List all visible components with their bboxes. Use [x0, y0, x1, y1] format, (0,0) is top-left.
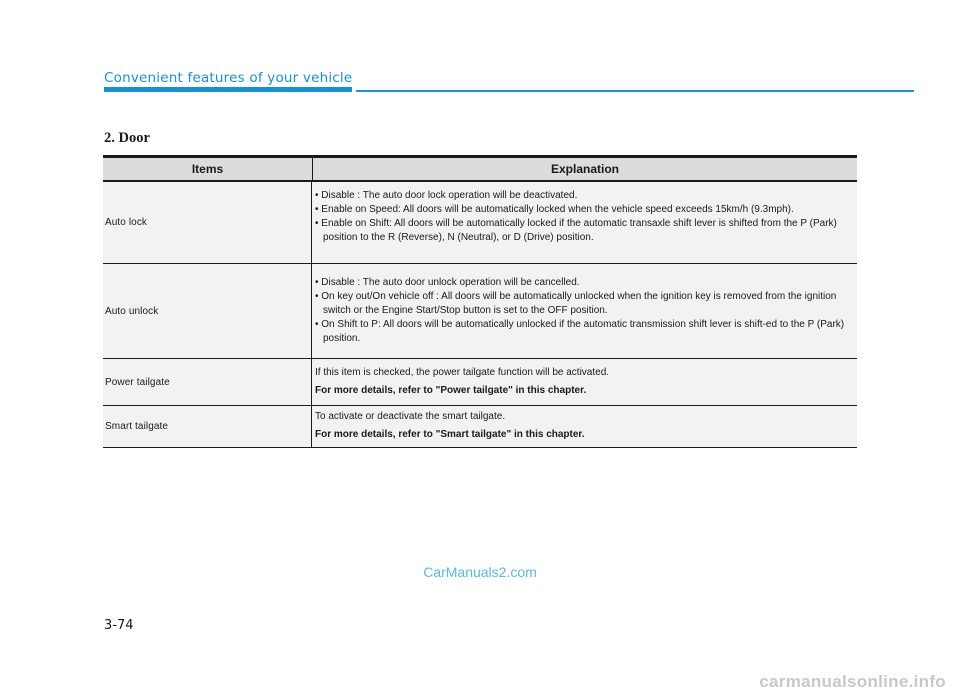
table-row [103, 264, 857, 359]
table-row [103, 359, 857, 406]
explanation-bullet: • On key out/On vehicle off : All doors will be automatically unlocked when the ignition key is removed from the ignition switch or the Engine Start/Stop button is set to the OFF position. [315, 291, 837, 316]
explanation-cell [312, 406, 857, 447]
table-row [103, 182, 857, 264]
item-label: Auto lock [103, 182, 312, 263]
table-row [103, 406, 857, 448]
settings-table [103, 155, 857, 448]
explanation-bullet: • Enable on Shift: All doors will be automatically locked if the automatic transaxle shift lever is shifted from the P (Park) position to the R (Reverse), N (Neutral), or D (Drive) position. [315, 218, 837, 243]
watermark-carmanualsonline: carmanualsonline.info [759, 672, 946, 691]
header-rule [356, 90, 914, 92]
chapter-header-title: Convenient features of your vehicle [104, 70, 353, 86]
reference-note: For more details, refer to "Smart tailgate" in this chapter. [315, 429, 585, 440]
explanation-bullet: • Disable : The auto door lock operation will be deactivated. [315, 190, 578, 201]
item-label: Power tailgate [103, 359, 312, 405]
table-header-row [103, 158, 857, 182]
reference-note: For more details, refer to "Power tailgate" in this chapter. [315, 385, 587, 396]
column-header-explanation: Explanation [550, 162, 619, 176]
column-header-items: Items [103, 158, 313, 180]
explanation-cell [312, 182, 857, 263]
item-label: Auto unlock [103, 264, 312, 358]
section-title: 2. Door [104, 130, 150, 146]
item-label: Smart tailgate [103, 406, 312, 447]
explanation-bullet: • Enable on Speed: All doors will be automatically locked when the vehicle speed exceeds 15km/h (9.3mph). [315, 204, 794, 215]
explanation-bullet: • Disable : The auto door unlock operation will be cancelled. [315, 277, 580, 288]
explanation-bullet: • On Shift to P: All doors will be automatically unlocked if the automatic transmission shift lever is shift-ed to the P (Park) position. [315, 319, 845, 344]
page-number: 3-74 [104, 618, 134, 633]
explanation-text: To activate or deactivate the smart tailgate. [315, 411, 506, 422]
header-accent-bar [104, 87, 352, 92]
explanation-cell [312, 264, 857, 358]
explanation-cell [312, 359, 857, 405]
explanation-text: If this item is checked, the power tailgate function will be activated. [315, 367, 610, 378]
watermark-carmanuals2: CarManuals2.com [423, 564, 537, 580]
